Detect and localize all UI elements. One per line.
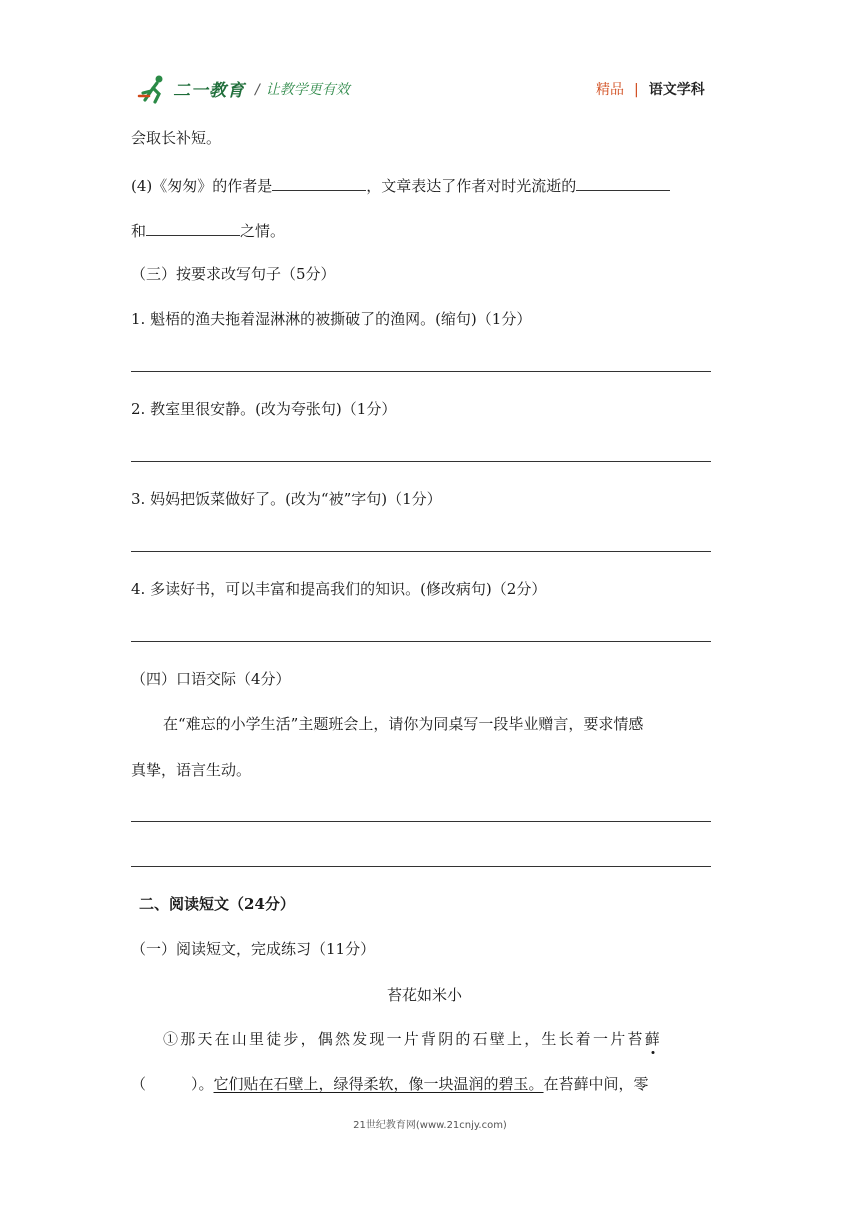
question-item: 4. 多读好书，可以丰富和提高我们的知识。(修改病句)（2分） [131,580,547,598]
logo-text: 二一教育 [173,81,245,101]
emphasized-char: 藓 [644,1030,662,1048]
slogan: / 让教学更有效 [255,82,350,98]
text-line: 会取长补短。 [131,129,222,147]
question-item: 2. 教室里很安静。(改为夸张句)（1分） [131,400,397,418]
oral-prompt: 在“难忘的小学生活”主题班会上，请你为同桌写一段毕业赠言，要求情感 [163,715,644,733]
section-heading: （三）按要求改写句子（5分） [131,265,336,283]
passage-paragraph [163,1029,662,1049]
underlined-sentence: 它们贴在石壁上，绿得柔软，像一块温润的碧玉。 [213,1075,544,1093]
question-item: 1. 魁梧的渔夫拖着湿淋淋的被撕破了的渔网。(缩句)（1分） [131,310,532,328]
brand-label: 精品 [596,82,624,98]
question-4-line [131,174,670,196]
answer-blank[interactable] [272,174,366,191]
runner-icon [137,74,171,104]
answer-line[interactable] [131,371,711,372]
answer-line[interactable] [131,461,711,462]
oral-prompt-cont: 真挚，语言生动。 [131,761,252,779]
question-item: 3. 妈妈把饭菜做好了。(改为“被”字句)（1分） [131,490,442,508]
answer-line[interactable] [131,866,711,867]
q4-text-c: 和 [131,222,147,240]
q4-text-d: 之情。 [240,222,286,240]
part-heading: 二、阅读短文（24分） [139,895,295,913]
logo [137,74,247,104]
passage-paragraph-cont [131,1074,649,1094]
q4-text-b: ，文章表达了作者对时光流逝的 [366,177,577,195]
answer-blank[interactable] [146,219,240,236]
subject-label: 语文学科 [648,82,705,98]
passage-text: ①那天在山里徒步，偶然发现一片背阴的石壁上，生长着一片苔 [163,1030,645,1048]
answer-line[interactable] [131,641,711,642]
passage-text: 在苔藓中间，零 [543,1075,649,1093]
slogan-text: 让教学更有效 [265,82,350,98]
footer: 21世纪教育网(www.21cnjy.com) [353,1120,507,1131]
section-heading: （一）阅读短文，完成练习（11分） [131,940,376,958]
header-brand: 精品 | 语文学科 [596,82,705,98]
answer-blank[interactable] [576,174,670,191]
answer-parentheses[interactable]: （ ）。 [131,1075,214,1093]
answer-line[interactable] [131,551,711,552]
answer-line[interactable] [131,821,711,822]
q4-text-a: (4)《匆匆》的作者是 [131,177,273,195]
question-4-line-2 [131,219,285,241]
section-heading: （四）口语交际（4分） [131,670,291,688]
passage-title: 苔花如米小 [387,986,463,1004]
